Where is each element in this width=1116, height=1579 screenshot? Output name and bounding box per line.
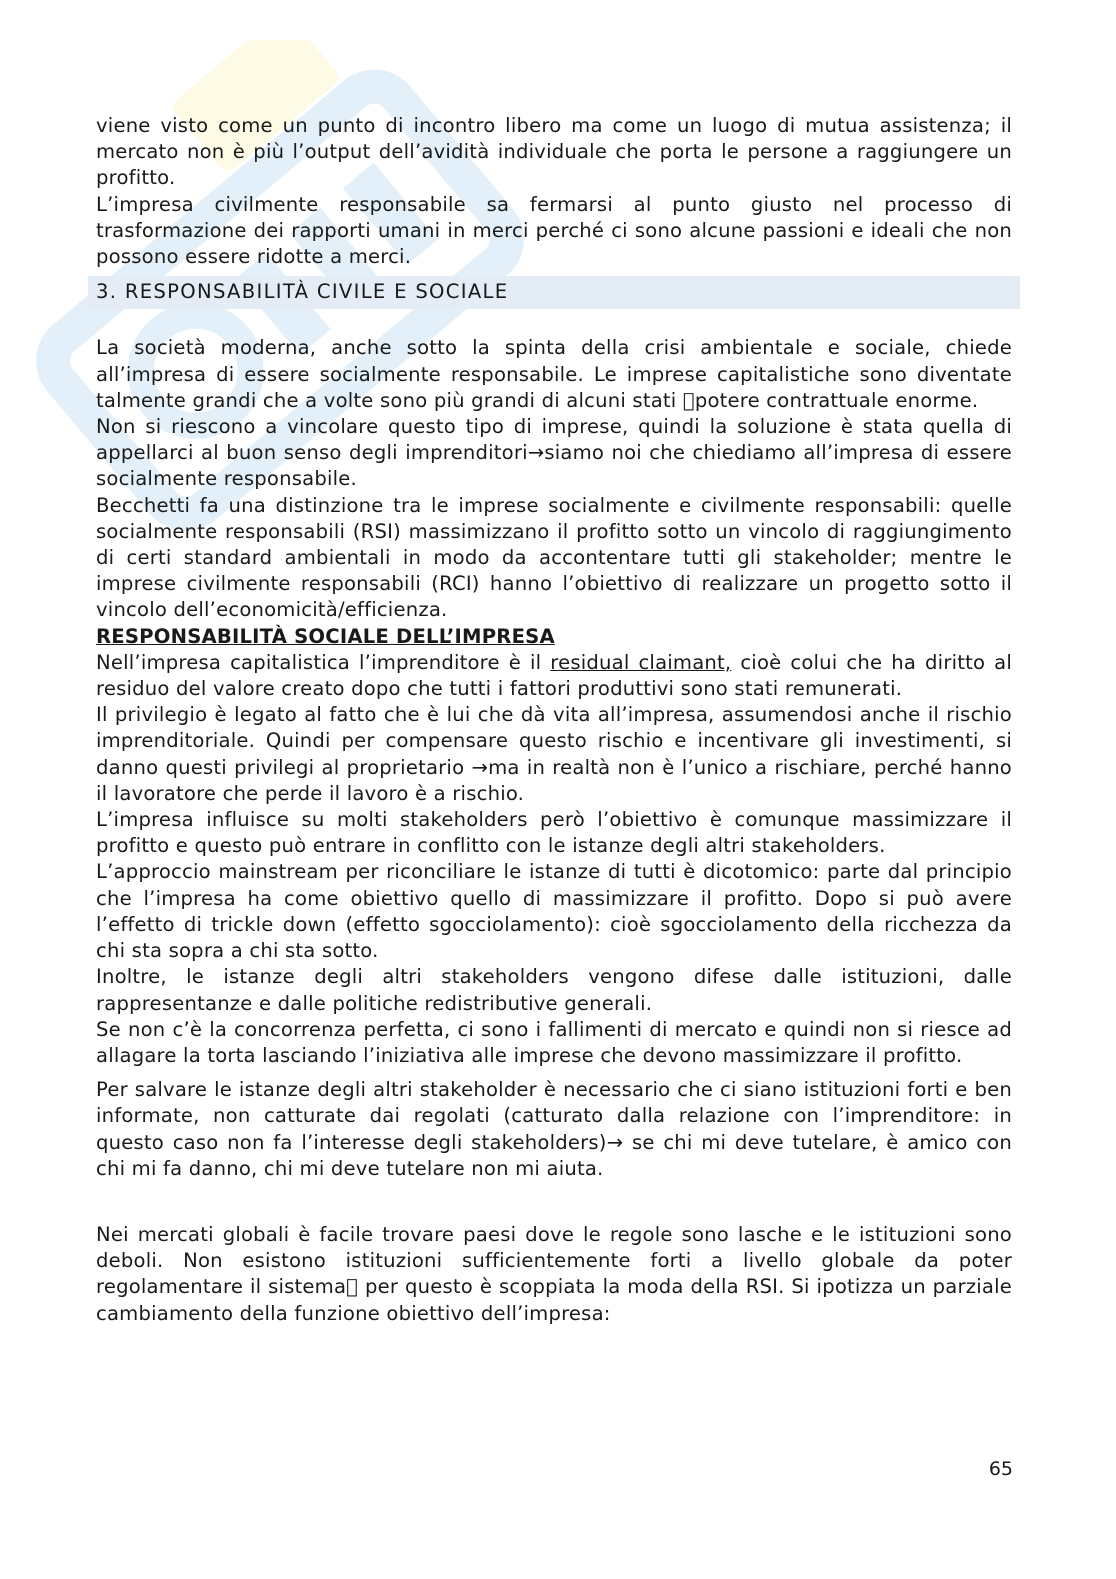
paragraph: L’approccio mainstream per riconciliare le istanze di tutti è dicotomico: parte dal principio che l’impresa ha come obiettivo quello di massimizzare il profitto. Dopo si può avere l’effetto di trickle down (effetto sgocciolamento): cioè sgocciolamento della ricchezza da chi sta sopra a chi sta sotto. xyxy=(96,860,1012,963)
paragraph: Se non c’è la concorrenza perfetta, ci sono i fallimenti di mercato e quindi non si riesce ad allagare la torta lasciando l’iniziativa alle imprese che devono massimizzare il profitto. xyxy=(96,1017,1012,1067)
paragraph: Becchetti fa una distinzione tra le imprese socialmente e civilmente responsabili: quelle socialmente responsabili (RSI) massimizzano il profitto sotto un vincolo di raggiungimento di certi standard ambientali in modo da accontentare tutti gli stakeholder; mentre le imprese civilmente responsabili (RCI) hanno l’obiettivo di realizzare un progetto sotto il vincolo dell’economicità/efficienza. xyxy=(96,493,1012,622)
paragraph: Non si riescono a vincolare questo tipo di imprese, quindi la soluzione è stata quella di appellarci al buon senso degli imprenditori→siamo noi che chiediamo all’impresa di essere socialmente responsabile. xyxy=(96,415,1012,491)
paragraph: Il privilegio è legato al fatto che è lui che dà vita all’impresa, assumendosi anche il rischio imprenditoriale. Quindi per compensare questo rischio e incentivare gli investimenti, si danno questi privilegi al proprietario →ma in realtà non è l’unico a rischiare, perché hanno il lavoratore che perde il lavoro è a rischio. xyxy=(96,703,1012,805)
spacer xyxy=(96,1182,1012,1222)
underlined-term: residual claimant, xyxy=(550,650,732,674)
paragraph: Inoltre, le istanze degli altri stakeholders vengono difese dalle istituzioni, dalle rappresentanze e dalle politiche redistributive generali. xyxy=(96,965,1012,1015)
paragraph: L’impresa influisce su molti stakeholders però l’obiettivo è comunque massimizzare il profitto e questo può entrare in conflitto con le istanze degli altri stakeholders. xyxy=(96,808,1012,858)
paragraph: L’impresa civilmente responsabile sa fermarsi al punto giusto nel processo di trasformazione dei rapporti umani in merci perché ci sono alcune passioni e ideali che non possono essere ridotte a merci. xyxy=(96,192,1012,269)
page-number: 65 xyxy=(988,1458,1013,1480)
paragraph: viene visto come un punto di incontro libero ma come un luogo di mutua assistenza; il mercato non è più l’output dell’avidità individuale che porta le persone a raggiungere un profitto. xyxy=(96,114,1012,190)
paragraph-residual-claimant xyxy=(96,650,1012,702)
spacer xyxy=(96,1069,1012,1077)
paragraph: Per salvare le istanze degli altri stakeholder è necessario che ci siano istituzioni forti e ben informate, non catturate dai regolati (catturato dalla relazione con l’imprenditore: in questo caso non fa l’interesse degli stakeholders)→ se chi mi deve tutelare, è amico con chi mi fa danno, chi mi deve tutelare non mi aiuta. xyxy=(96,1078,1012,1180)
text-run: cioè colui che ha diritto al residuo del valore creato dopo che tutti i fattori produttivi sono stati remunerati. xyxy=(96,650,1012,701)
section-heading: 3. RESPONSABILITÀ CIVILE E SOCIALE xyxy=(88,276,1020,309)
document-body xyxy=(96,113,1012,1327)
text-run: Nell’impresa capitalistica l’imprenditore è il xyxy=(96,650,551,674)
paragraph: La società moderna, anche sotto la spinta della crisi ambientale e sociale, chiede all’impresa di essere socialmente responsabile. Le imprese capitalistiche sono diventate talmente grandi che a volte sono più grandi di alcuni stati potere contrattuale enorme. xyxy=(96,336,1012,412)
subheading: RESPONSABILITÀ SOCIALE DELL’IMPRESA xyxy=(96,624,555,648)
paragraph: Nei mercati globali è facile trovare paesi dove le regole sono lasche e le istituzioni sono deboli. Non esistono istituzioni sufficientemente forti a livello globale da poter regolamentare il sistema per questo è scoppiata la moda della RSI. Si ipotizza un parziale cambiamento della funzione obiettivo dell’impresa: xyxy=(96,1222,1012,1325)
